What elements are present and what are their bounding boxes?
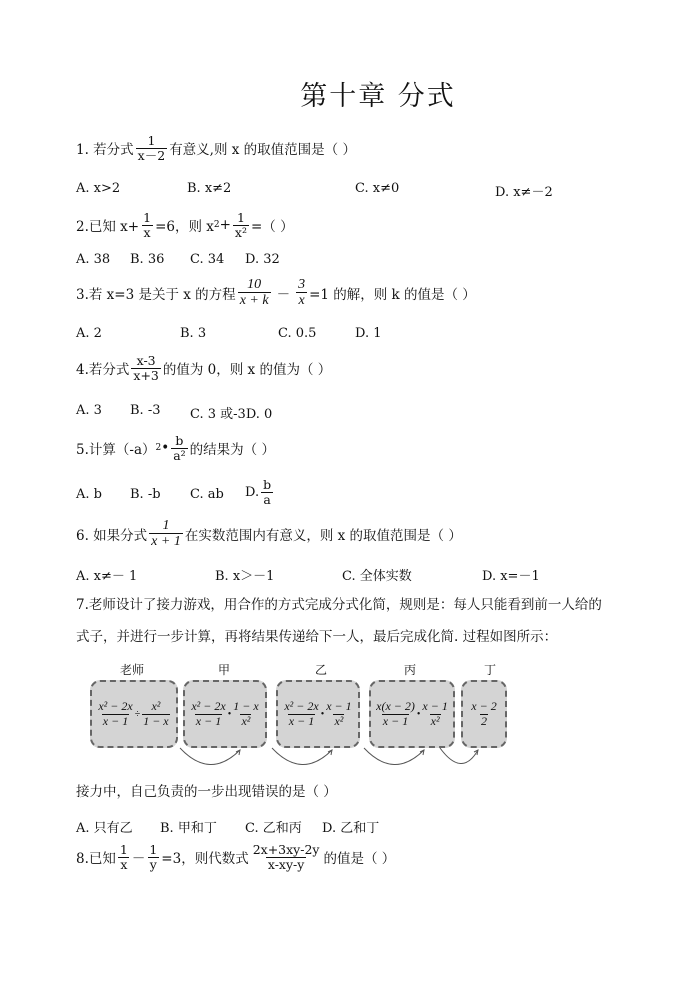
- question-3: [76, 277, 476, 309]
- label-jia: 甲: [218, 663, 231, 677]
- arrow-1: [180, 748, 240, 765]
- q2-fraction-2: [233, 211, 249, 240]
- q5-prefix: 5.计算（-a）: [76, 442, 156, 459]
- card0-n1: x² − 2x: [98, 698, 133, 713]
- q8-num1: 1: [119, 842, 128, 857]
- q4-option-a: A. 3: [76, 403, 102, 418]
- question-8: [76, 843, 395, 872]
- relay-card-jia: [183, 680, 267, 748]
- card0-d1: x − 1: [102, 713, 129, 728]
- label-bing: 丙: [404, 663, 417, 677]
- card3-op: •: [416, 708, 421, 720]
- card1-d2: x²: [241, 713, 251, 728]
- q6-den: x + 1: [151, 534, 181, 550]
- q5-fraction: [171, 434, 187, 463]
- q6-num: 1: [162, 518, 170, 533]
- card4-frac: [471, 700, 496, 729]
- q1-prefix: 1. 若分式: [76, 142, 134, 159]
- q6-fraction: [149, 518, 183, 550]
- relay-card-teacher: [90, 680, 178, 748]
- q8-den2: y: [149, 856, 157, 872]
- card3-d1: x − 1: [382, 713, 409, 728]
- q2-option-a: A. 38: [76, 252, 111, 267]
- q6-option-c: C. 全体实数: [342, 569, 412, 584]
- q8-fraction-1: [118, 843, 130, 872]
- q2-suffix: =（ ）: [250, 219, 294, 236]
- q7-option-d: D. 乙和丁: [322, 821, 380, 836]
- q5-option-d: [245, 478, 275, 507]
- card0-op: ÷: [134, 708, 141, 720]
- question-4: [76, 354, 331, 383]
- card3-d2: x²: [430, 713, 440, 728]
- q3-option-b: B. 3: [180, 326, 207, 341]
- q5-den: a²: [173, 447, 186, 463]
- q2-fraction-1: [141, 211, 153, 240]
- card0-frac2: [142, 700, 169, 729]
- relay-card-ding: [461, 680, 507, 748]
- card2-n1: x² − 2x: [284, 698, 319, 713]
- q5-option-c: C. ab: [190, 487, 224, 502]
- q8-den3: x-xy-y: [267, 856, 305, 872]
- label-ding: 丁: [484, 663, 497, 677]
- q8-den1: x: [120, 856, 128, 872]
- q6-option-d: D. x=－1: [482, 569, 540, 584]
- q6-option-b: B. x＞－1: [215, 569, 275, 584]
- q3-option-c: C. 0.5: [278, 326, 317, 341]
- arrow-3: [364, 748, 424, 765]
- q4-option-c: C. 3 或-3D. 0: [190, 407, 273, 422]
- q8-minus: －: [131, 851, 146, 868]
- card4-d1: 2: [481, 713, 487, 728]
- question-1: [76, 134, 356, 163]
- question-5: [76, 434, 275, 463]
- card2-op: •: [320, 708, 325, 720]
- q3-prefix: 3.若 x=3 是关于 x 的方程: [76, 286, 236, 303]
- label-yi: 乙: [315, 663, 328, 677]
- card1-op: •: [227, 708, 232, 720]
- card1-d1: x − 1: [195, 713, 222, 728]
- q4-num: x-3: [136, 353, 156, 368]
- q7-line-1: 7.老师设计了接力游戏，用合作的方式完成分式化简，规则是：每人只能看到前一人给的: [76, 597, 602, 613]
- q5-opt-d-num: b: [263, 477, 272, 492]
- relay-card-bing: [369, 680, 455, 748]
- card0-d2: 1 − x: [143, 713, 169, 728]
- q3-den1: x + k: [239, 293, 269, 309]
- q5-option-d-fraction: [261, 478, 273, 507]
- q2-option-d: D. 32: [245, 252, 280, 267]
- q3-den2: x: [298, 293, 305, 309]
- q1-num: 1: [147, 133, 156, 148]
- q3-num2: 3: [298, 277, 306, 292]
- q3-minus: －: [276, 286, 291, 303]
- q6-prefix: 6. 如果分式: [76, 527, 148, 544]
- page-title: 第十章 分式: [300, 81, 456, 112]
- card1-frac2: [233, 700, 258, 729]
- card0-frac1: [98, 700, 132, 729]
- q4-suffix: 的值为 0，则 x 的值为（ ）: [162, 362, 332, 379]
- q8-num2: 1: [149, 842, 158, 857]
- label-teacher: 老师: [120, 663, 145, 677]
- q2-num1: 1: [143, 210, 152, 225]
- q1-fraction: [136, 134, 168, 163]
- card2-d2: x²: [334, 713, 344, 728]
- q2-option-c: C. 34: [190, 252, 225, 267]
- q3-suffix: =1 的解，则 k 的值是（ ）: [309, 286, 476, 303]
- q3-option-d: D. 1: [355, 326, 382, 341]
- card1-n1: x² − 2x: [191, 698, 226, 713]
- card4-n1: x − 2: [471, 698, 497, 713]
- q6-option-a: A. x≠－ 1: [76, 569, 138, 584]
- q7-question: 接力中，自己负责的一步出现错误的是（ ）: [76, 784, 337, 800]
- arrow-4: [440, 748, 478, 764]
- q1-option-c: C. x≠0: [355, 181, 400, 196]
- q7-option-c: C. 乙和丙: [245, 821, 302, 836]
- card2-frac1: [284, 700, 318, 729]
- q3-fraction-1: [238, 277, 271, 309]
- q2-den2: x²: [234, 224, 247, 240]
- card2-frac2: [326, 700, 351, 729]
- card3-n1: x(x − 2): [376, 698, 415, 713]
- q1-option-a: A. x>2: [76, 181, 121, 196]
- card2-d1: x − 1: [288, 713, 315, 728]
- q5-opt-d-den: a: [263, 491, 271, 507]
- card1-n2: 1 − x: [233, 698, 259, 713]
- q2-option-b: B. 36: [130, 252, 165, 267]
- q4-den: x+3: [133, 367, 159, 383]
- card3-frac1: [376, 700, 415, 729]
- q8-fraction-3: [251, 843, 322, 872]
- q5-num: b: [175, 433, 184, 448]
- q2-num2: 1: [236, 210, 245, 225]
- q5-sup: 2: [155, 443, 162, 454]
- q4-fraction: [131, 354, 160, 383]
- q2-middle: =6，则 x: [155, 219, 214, 236]
- card3-frac2: [422, 700, 447, 729]
- q6-suffix: 在实数范围内有意义，则 x 的取值范围是（ ）: [184, 527, 462, 544]
- q3-num1: 10: [247, 277, 262, 292]
- relay-arrows: [0, 740, 696, 780]
- arrow-2: [272, 748, 332, 765]
- q2-den1: x: [143, 224, 151, 240]
- q3-fraction-2: [296, 277, 307, 309]
- q2-sup: 2: [213, 220, 220, 231]
- q1-option-d: D. x≠－2: [495, 185, 553, 200]
- q8-suffix: 的值是（ ）: [323, 851, 396, 868]
- q1-suffix: 有意义,则 x 的取值范围是（ ）: [169, 142, 356, 159]
- q2-plus: +: [219, 217, 231, 234]
- q5-option-d-label: D.: [245, 484, 260, 500]
- q5-option-b: B. -b: [130, 487, 161, 502]
- q5-suffix: 的结果为（ ）: [189, 442, 275, 459]
- q7-option-b: B. 甲和丁: [160, 821, 217, 836]
- question-2: [76, 211, 294, 240]
- q8-num3: 2x+3xy-2y: [252, 842, 320, 857]
- q7-option-a: A. 只有乙: [76, 821, 133, 836]
- q2-prefix: 2.已知 x+: [76, 219, 140, 236]
- card2-n2: x − 1: [326, 698, 352, 713]
- q1-option-b: B. x≠2: [187, 181, 232, 196]
- q7-line-2: 式子，并进行一步计算，再将结果传递给下一人，最后完成化简. 过程如图所示：: [76, 629, 558, 645]
- q5-option-a: A. b: [76, 487, 102, 502]
- card0-n2: x²: [151, 698, 161, 713]
- q8-fraction-2: [147, 843, 159, 872]
- q4-prefix: 4.若分式: [76, 362, 130, 379]
- q4-option-b: B. -3: [130, 403, 161, 418]
- q3-option-a: A. 2: [76, 326, 102, 341]
- card1-frac1: [191, 700, 225, 729]
- relay-card-yi: [276, 680, 360, 748]
- question-6: [76, 518, 462, 550]
- q5-dot: •: [161, 440, 170, 457]
- q8-middle: =3，则代数式: [161, 851, 249, 868]
- q1-den: x－2: [137, 147, 166, 163]
- card3-n2: x − 1: [422, 698, 448, 713]
- q8-prefix: 8.已知: [76, 851, 116, 868]
